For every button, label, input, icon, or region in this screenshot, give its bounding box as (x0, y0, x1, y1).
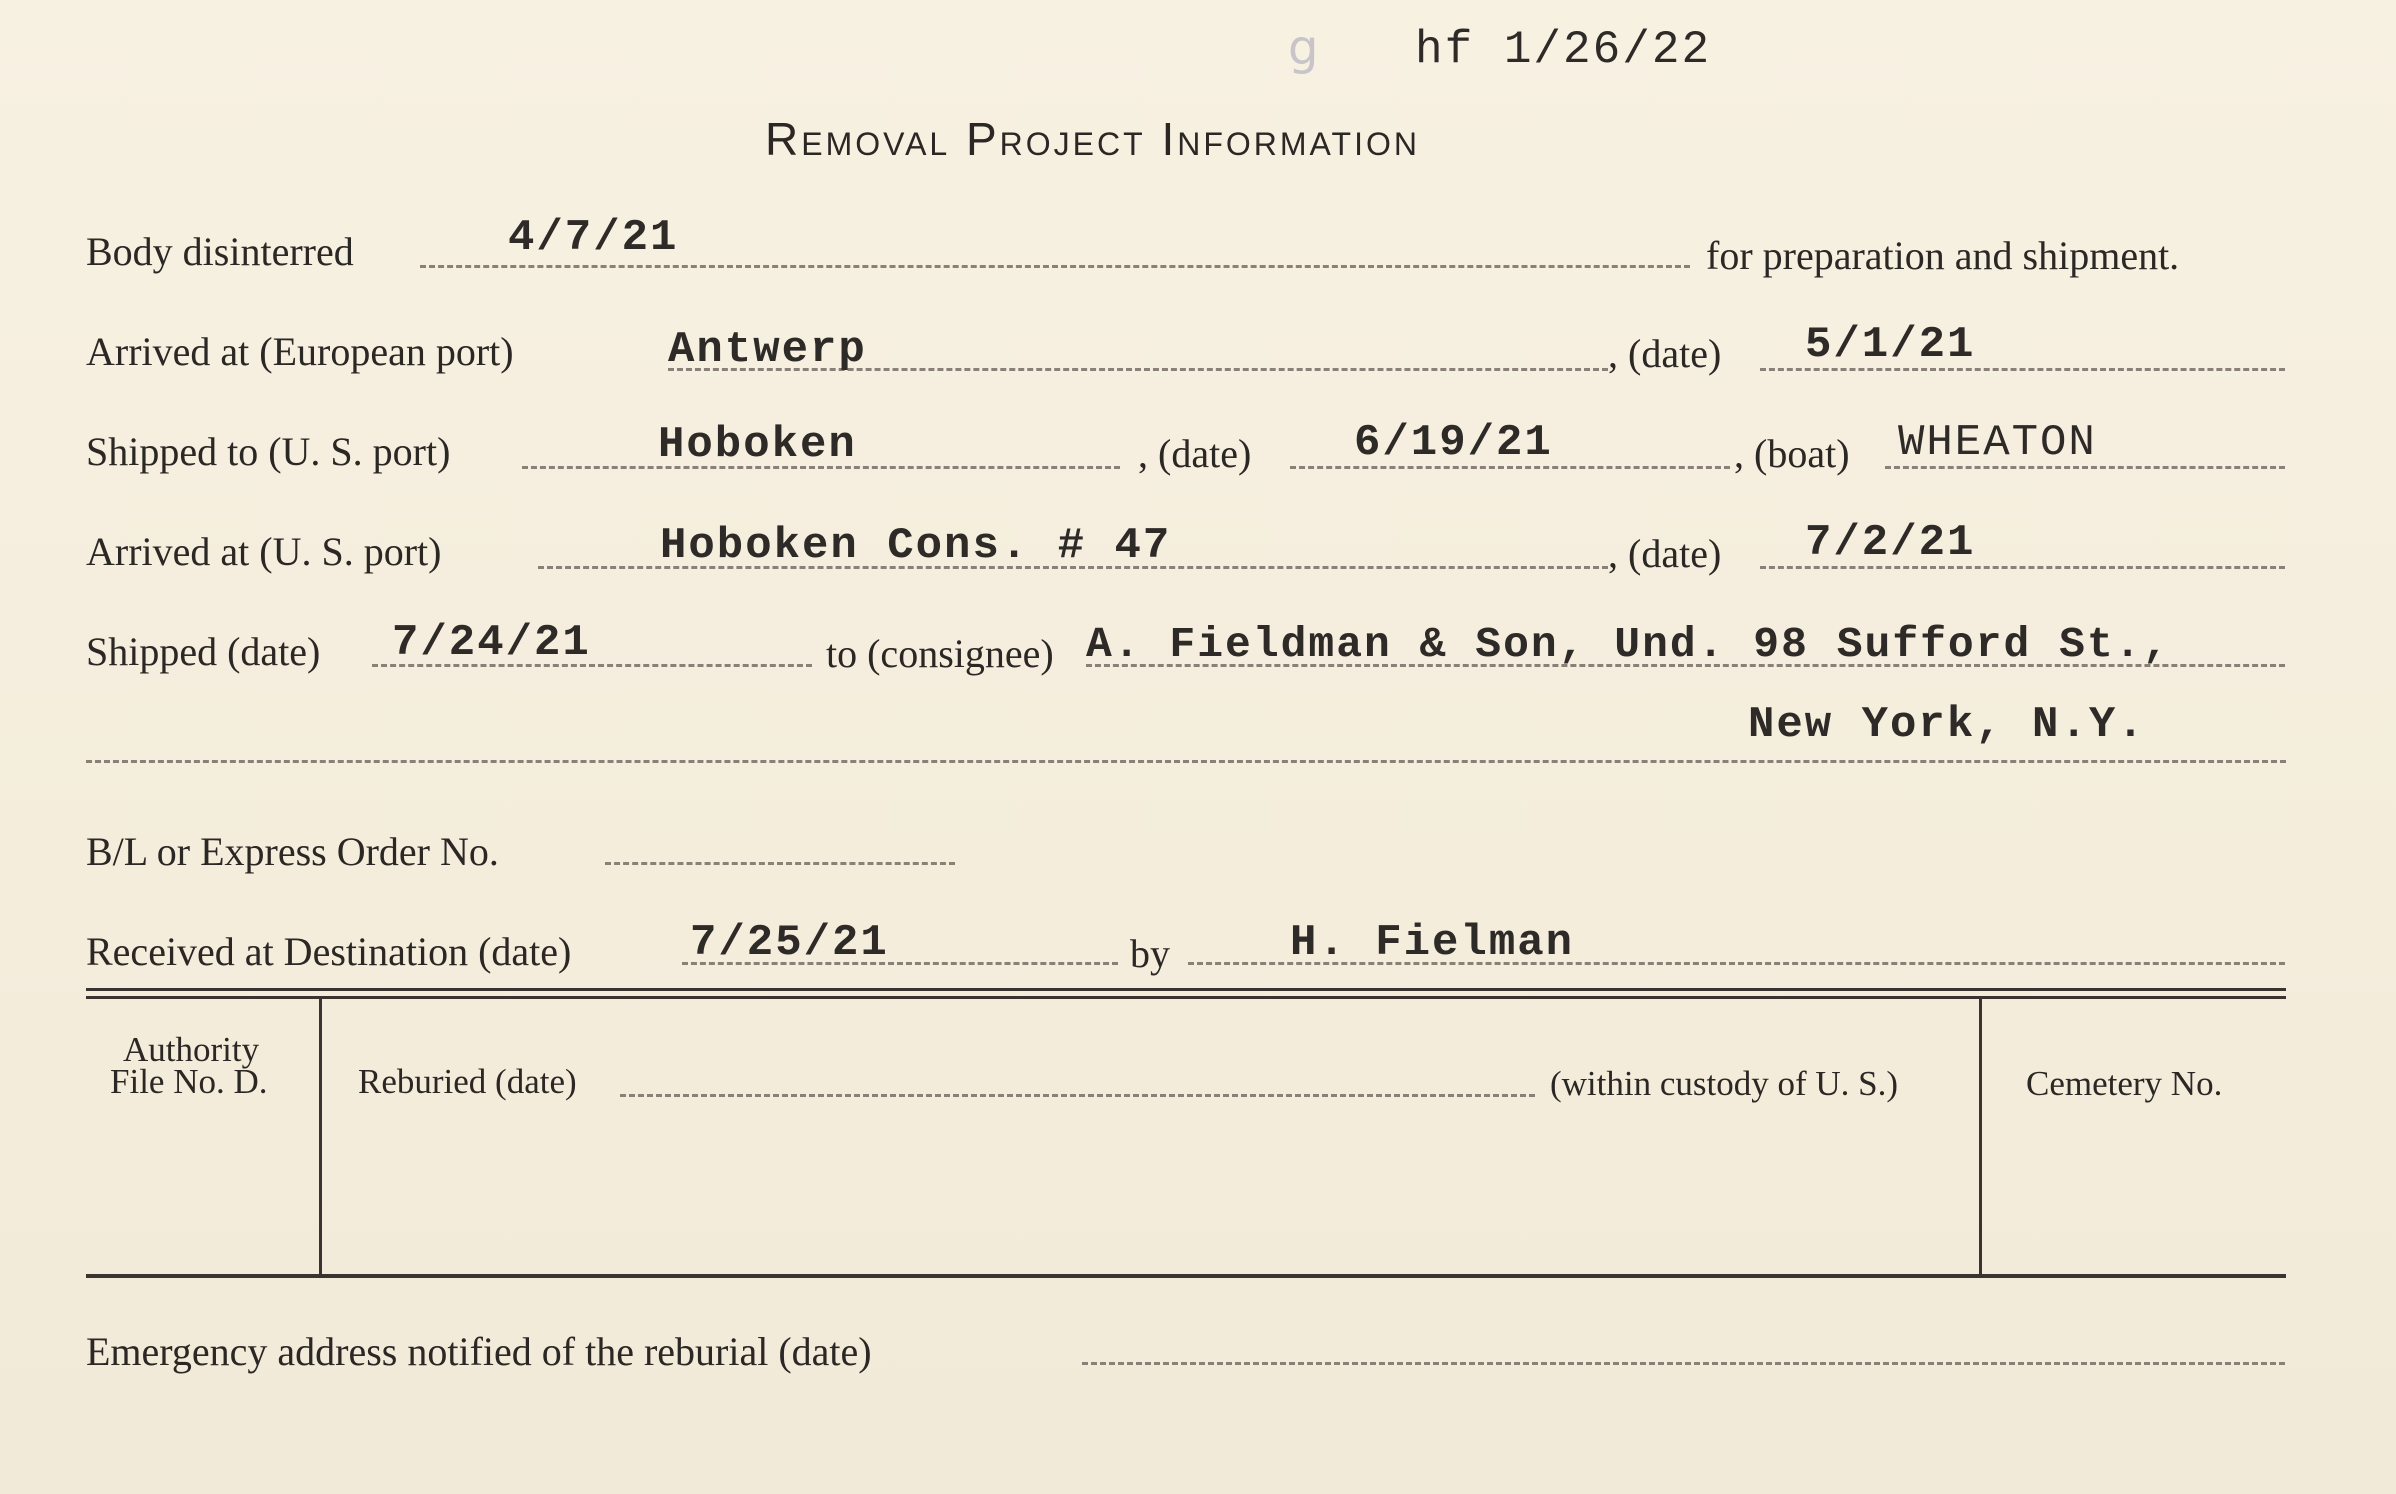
page-title: Removal Project Information (765, 113, 1420, 165)
emergency-line (1082, 1362, 2285, 1365)
consignee-label: to (consignee) (826, 631, 1054, 676)
arrived-european-label: Arrived at (European port) (86, 329, 514, 374)
authority-label-1: Authority (123, 1030, 260, 1069)
table-divider-right (1979, 999, 1982, 1274)
custody-label: (within custody of U. S.) (1550, 1064, 1899, 1103)
received-label: Received at Destination (date) (86, 929, 572, 974)
arrived-us-date: 7/2/21 (1805, 518, 1976, 568)
received-by-label: by (1130, 931, 1170, 976)
shipped-us-date: 6/19/21 (1354, 418, 1553, 468)
arrived-european-date-label: , (date) (1608, 331, 1722, 376)
arrived-us-date-label: , (date) (1608, 531, 1722, 576)
body-disinterred-value: 4/7/21 (508, 213, 679, 263)
body-disinterred-line (420, 265, 1690, 268)
received-by: H. Fielman (1290, 918, 1575, 968)
bl-order-line (605, 862, 955, 865)
consignee-line2: New York, N.Y. (1748, 700, 2146, 750)
arrived-european-date: 5/1/21 (1805, 320, 1976, 370)
table-top-rule-2 (86, 996, 2286, 999)
table-top-rule-1 (86, 988, 2286, 991)
shipped-date-label: Shipped (date) (86, 629, 321, 674)
shipped-us-label: Shipped to (U. S. port) (86, 429, 451, 474)
bl-order-label: B/L or Express Order No. (86, 829, 499, 874)
received-date: 7/25/21 (690, 918, 889, 968)
body-disinterred-suffix: for preparation and shipment. (1706, 233, 2180, 278)
shipped-date: 7/24/21 (392, 618, 591, 668)
shipped-us-boat: WHEATON (1898, 418, 2097, 468)
pencil-mark: g (1288, 20, 1319, 76)
table-divider-left (319, 999, 322, 1274)
consignee-line1: A. Fieldman & Son, Und. 98 Sufford St., (1086, 620, 2171, 669)
consignee-continuation-line (86, 760, 2286, 763)
authority-label-2: File No. D. (110, 1062, 268, 1101)
header-stamp: hf 1/26/22 (1415, 24, 1712, 76)
body-disinterred-label: Body disinterred (86, 229, 354, 274)
reburied-line (620, 1094, 1535, 1097)
reburied-label: Reburied (date) (358, 1062, 577, 1101)
arrived-us-port: Hoboken Cons. # 47 (660, 521, 1172, 571)
arrived-us-label: Arrived at (U. S. port) (86, 529, 442, 574)
emergency-label: Emergency address notified of the reburial (date) (86, 1329, 872, 1374)
shipped-us-port: Hoboken (658, 420, 857, 470)
arrived-european-port: Antwerp (668, 325, 867, 375)
shipped-us-boat-label: , (boat) (1734, 431, 1850, 476)
cemetery-label: Cemetery No. (2026, 1064, 2223, 1103)
shipped-us-date-label: , (date) (1138, 431, 1252, 476)
table-bottom-rule (86, 1274, 2286, 1278)
